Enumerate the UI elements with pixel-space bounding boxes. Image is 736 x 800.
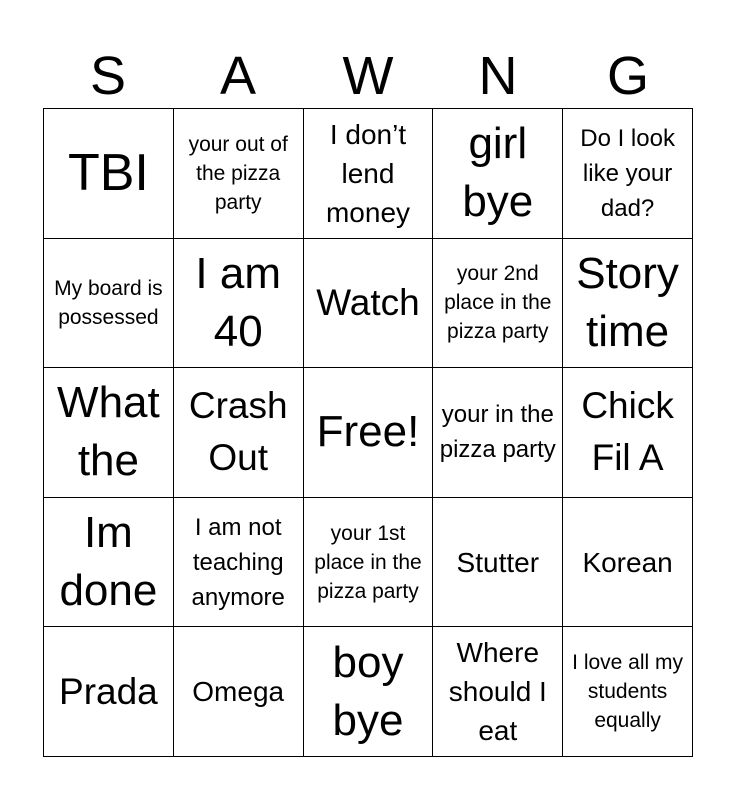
cell-text: Story time	[576, 248, 679, 356]
cell-text: TBI	[67, 144, 149, 203]
cell-text: boy bye	[332, 637, 404, 745]
bingo-cell[interactable]	[174, 109, 304, 239]
cell-text: Where should I eat	[448, 637, 547, 747]
bingo-cell[interactable]	[44, 109, 174, 239]
bingo-cell[interactable]	[433, 109, 563, 239]
bingo-cell[interactable]	[563, 239, 693, 369]
bingo-cell[interactable]	[563, 109, 693, 239]
header-letter-n: N	[478, 46, 518, 106]
cell-text: Free!	[316, 407, 420, 457]
cell-text: Im done	[59, 508, 158, 616]
bingo-cell[interactable]	[433, 498, 563, 628]
bingo-cell[interactable]	[563, 627, 693, 757]
bingo-cell[interactable]	[44, 627, 174, 757]
header-letter-a: A	[219, 46, 257, 106]
cell-text: Watch	[316, 281, 420, 323]
cell-text: Korean	[582, 546, 673, 578]
bingo-cell[interactable]	[44, 368, 174, 498]
cell-text: My board is possessed	[54, 276, 163, 329]
cell-text: Chick Fil A	[581, 385, 674, 479]
bingo-cell[interactable]	[433, 368, 563, 498]
bingo-cell[interactable]	[304, 239, 434, 369]
header-letter-w: W	[342, 46, 394, 106]
cell-text: Do I look like your dad?	[580, 124, 675, 222]
cell-text: your out of the pizza party	[188, 132, 288, 214]
bingo-board	[43, 108, 693, 757]
bingo-cell[interactable]	[563, 368, 693, 498]
bingo-cell[interactable]	[44, 239, 174, 369]
bingo-cell[interactable]	[433, 239, 563, 369]
bingo-cell[interactable]	[433, 627, 563, 757]
cell-text: I don’t lend money	[325, 118, 411, 228]
cell-text: Prada	[59, 670, 158, 712]
cell-text: I am not teaching anymore	[191, 513, 285, 611]
cell-text: Stutter	[456, 546, 540, 578]
bingo-cell[interactable]	[174, 368, 304, 498]
header-letter-s: S	[89, 46, 127, 106]
header-letter-g: G	[606, 46, 649, 106]
bingo-cell[interactable]	[304, 368, 434, 498]
cell-text: I love all my students equally	[572, 651, 684, 733]
cell-text: girl bye	[462, 119, 534, 227]
cell-text: your 2nd place in the pizza party	[444, 262, 552, 344]
cell-text: I am 40	[195, 248, 281, 356]
cell-text: Omega	[192, 676, 285, 708]
cell-text: your in the pizza party	[439, 401, 556, 464]
bingo-cell[interactable]	[174, 498, 304, 628]
bingo-header	[43, 44, 693, 108]
bingo-cell[interactable]	[304, 498, 434, 628]
bingo-cell[interactable]	[563, 498, 693, 628]
bingo-cell[interactable]	[174, 239, 304, 369]
bingo-cell[interactable]	[174, 627, 304, 757]
cell-text: What the	[57, 378, 160, 486]
bingo-cell[interactable]	[304, 109, 434, 239]
cell-text: your 1st place in the pizza party	[314, 521, 422, 603]
cell-text: Crash Out	[188, 385, 288, 479]
bingo-cell[interactable]	[44, 498, 174, 628]
bingo-cell[interactable]	[304, 627, 434, 757]
